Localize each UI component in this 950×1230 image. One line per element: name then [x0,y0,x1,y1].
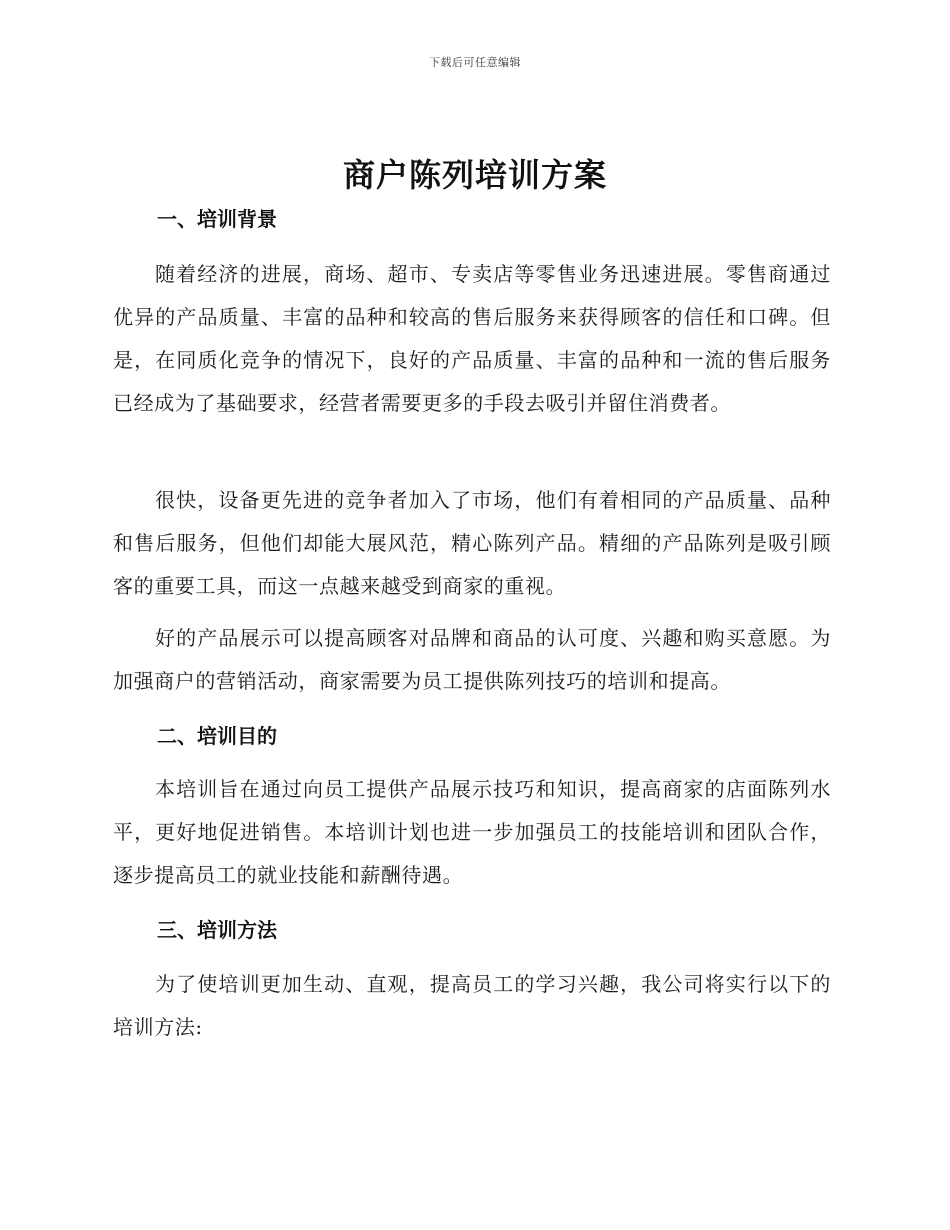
section-heading: 一、培训背景 [157,207,277,231]
section-purpose [113,721,831,751]
paragraph-text: 很快，设备更先进的竞争者加入了市场，他们有着相同的产品质量、品种和售后服务，但他们却能大展风范，精心陈列产品。精细的产品陈列是吸引顾客的重要工具，而这一点越来越受到商家的重视。 [113,488,831,598]
paragraph [113,479,831,608]
section-background [113,204,831,234]
section-heading: 二、培训目的 [157,724,277,748]
section-method [113,915,831,945]
paragraph-text: 好的产品展示可以提高顾客对品牌和商品的认可度、兴趣和购买意愿。为加强商户的营销活动，商家需要为员工提供陈列技巧的培训和提高。 [113,626,831,693]
section-heading: 三、培训方法 [157,918,277,942]
paragraph [113,963,831,1049]
paragraph [113,253,831,425]
document-title: 商户陈列培训方案 [342,156,607,194]
paragraph [113,768,831,897]
paragraph [113,617,831,703]
paragraph-text: 随着经济的进展，商场、超市、专卖店等零售业务迅速进展。零售商通过优异的产品质量、丰富的品种和较高的售后服务来获得顾客的信任和口碑。但是，在同质化竞争的情况下，良好的产品质量、丰富的品种和一流的售后服务已经成为了基础要求，经营者需要更多的手段去吸引并留住消费者。 [113,262,831,415]
paragraph-text: 为了使培训更加生动、直观，提高员工的学习兴趣，我公司将实行以下的培训方法: [113,972,831,1039]
header-note: 下载后可任意编辑 [429,56,521,69]
paragraph-text: 本培训旨在通过向员工提供产品展示技巧和知识，提高商家的店面陈列水平，更好地促进销售。本培训计划也进一步加强员工的技能培训和团队合作，逐步提高员工的就业技能和薪酬待遇。 [113,777,831,887]
